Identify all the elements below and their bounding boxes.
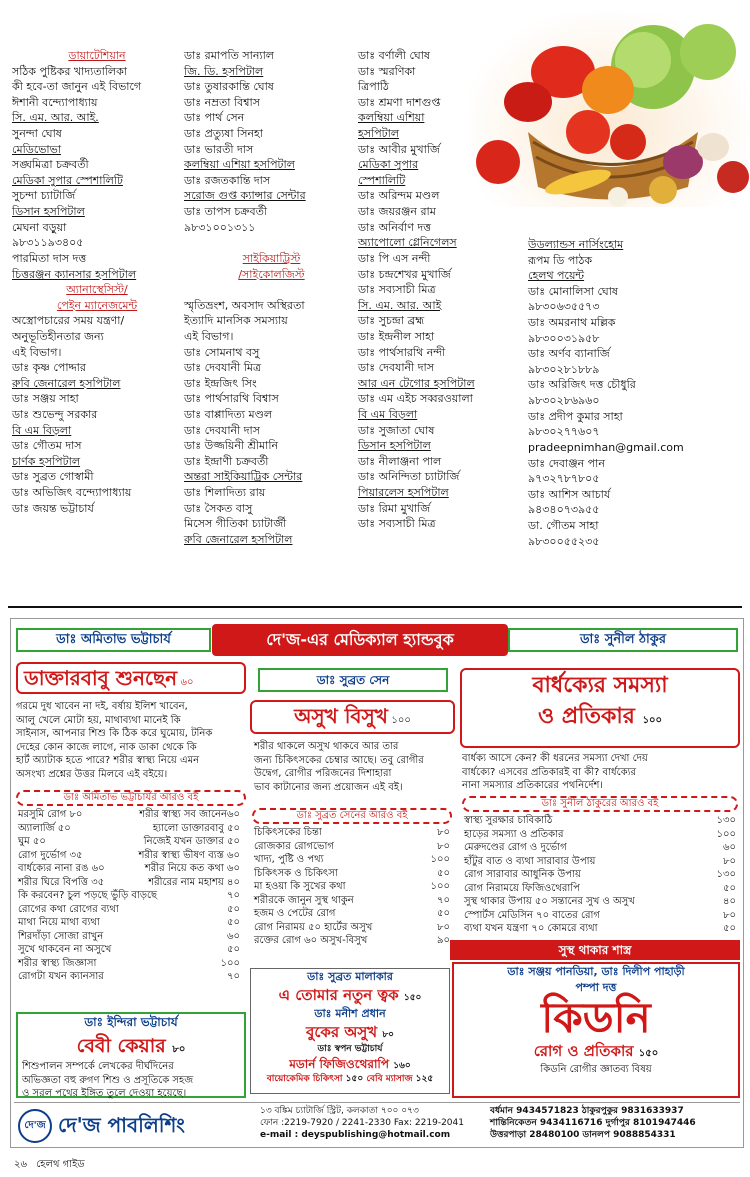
book-list-row — [254, 867, 450, 881]
book-list-row — [254, 907, 450, 921]
bio-book-title: বায়োকেমিক চিকিৎসা — [266, 1073, 343, 1084]
book-price: ১৩০ — [716, 815, 736, 826]
book-list-row — [18, 970, 240, 984]
book-price: শরীর স্বাস্থ্য সব জানেন৬০ — [139, 809, 240, 820]
book-list-row — [464, 855, 736, 869]
directory-entry: ডিসান হসপিটাল — [358, 439, 431, 453]
magazine-title: হেলথ গাইড — [36, 1159, 85, 1170]
directory-entry: ডাঃ ইন্দ্রাণী চক্রবর্তী — [184, 454, 269, 468]
book-title: মাথা নিয়ে মাথা ব্যথা — [18, 917, 100, 928]
directory-entry: ডাঃ শিলাদিত্য রায় — [184, 486, 266, 500]
text-line: ও সরল পথের ইঙ্গিত তুলে দেওয়া হয়েছে। — [22, 1088, 187, 1099]
publisher-address: ১৩ বঙ্কিম চ্যাটার্জি স্ট্রিট, কলকাতা ৭০০ ০৭৩ — [260, 1106, 419, 1116]
book-price: নিজেই যখন ডাক্তার ৫০ — [143, 836, 240, 847]
directory-entry: ডাঃ সুজাতা ঘোষ — [358, 423, 435, 437]
book-list-row — [18, 916, 240, 930]
directory-entry: সি. এম. আর. আই — [358, 298, 442, 312]
directory-entry: ডাঃ চন্দ্রশেখর মুখার্জি — [358, 267, 451, 281]
book-title: ঘুম ৫০ — [18, 836, 46, 847]
directory-entry: ডাঃ পার্থসারথি বিশ্বাস — [184, 392, 279, 406]
directory-entry: সি. এম. আর. আই. — [12, 111, 99, 125]
mid-book-title: অসুখ বিসুখ — [294, 704, 388, 728]
book-title: চিকিৎসকের চিন্তা — [254, 827, 322, 838]
directory-entry: ডাঃ শুভেন্দু সরকার — [12, 408, 98, 422]
baby-book-description — [18, 1060, 244, 1101]
text-line: উদ্বেগ, রোগীর পরিজনের দিশাহারা — [254, 768, 392, 779]
book-list-row — [464, 909, 736, 923]
text-line: শিশুপালন সম্পর্কে লেখকের দীর্ঘদিনের — [22, 1061, 174, 1072]
directory-entry: ডাঃ কৃষ্ণ পোদ্দার — [12, 361, 86, 375]
book-title: রোজকার রোগভোগ — [254, 840, 334, 852]
directory-entry: বি এম বিড়লা — [358, 408, 418, 422]
directory-column-4 — [528, 237, 743, 549]
book-list-row — [254, 826, 450, 840]
book-list-row — [464, 814, 736, 828]
book-list-row — [18, 849, 240, 863]
book-title: রোগের কথা রোগের ব্যথা — [18, 903, 119, 915]
left-book-title: ডাক্তারবাবু শুনছেন — [24, 666, 178, 690]
baby-book-title: বেবী কেয়ার — [76, 1035, 166, 1058]
section-heading: অ্যানাস্থেসিস্ট/ — [66, 283, 128, 297]
directory-entry: ৯৮৩১১৯৩৪০৫ — [12, 236, 84, 250]
directory-entry: পিয়ারলেস হসপিটাল — [358, 486, 449, 500]
publisher-name: দে'জ পাবলিশিং — [58, 1113, 185, 1137]
book-price: হ্যালো ডাক্তারবাবু ৫০ — [152, 822, 240, 834]
book-title: মা হওয়া কি সুখের কথা — [254, 881, 346, 892]
directory-entry: রূপম ডি পাঠক — [528, 253, 593, 267]
bio-book-price: ১৫০ — [345, 1073, 364, 1084]
directory-entry: ডাঃ এম এইচ সব্বরওয়ালা — [358, 392, 473, 406]
book-price: ৮০ — [437, 827, 450, 838]
book-title: স্বাস্থ্য সুরক্ষার চাবিকাঠি — [464, 815, 553, 826]
kidney-box — [452, 962, 740, 1098]
book-title: রোগটা যখন ক্যানসার — [18, 971, 104, 982]
directory-entry: ডাঃ ইন্দ্রজিৎ সিং — [184, 376, 257, 390]
text-line: অসংখ্য প্রশ্নের উত্তর মিলবে এই বইয়ে। — [16, 768, 168, 780]
publisher-phone: ফোন :2219-7920 / 2241-2330 Fax: 2219-2041 — [260, 1118, 464, 1129]
book-list-row — [464, 868, 736, 882]
vegetable-basket-illustration — [468, 12, 750, 207]
directory-entry: ডাঃ রমাপতি সান্যাল — [184, 49, 274, 62]
book-list-row — [18, 876, 240, 890]
text-line: আলু খেলে মোটা হয়, মাথাব্যথা মানেই কি — [16, 714, 181, 726]
book-list-row — [464, 828, 736, 842]
book-price: শরীরের নাম মহাশয় ৪০ — [148, 876, 240, 888]
book-price: ৮০ — [723, 909, 736, 921]
book-title: শরীর ঘিরে বিপত্তি ৩৫ — [18, 876, 105, 888]
directory-entry: মেঘনা বড়ুয়া — [12, 220, 67, 234]
book-price: ৫০ — [227, 903, 240, 915]
book-title: হাঁটুর বাত ও ব্যথা সারাবার উপায় — [464, 855, 596, 867]
kidney-book-subtitle: রোগ ও প্রতিকার — [533, 1042, 634, 1061]
right-more-strip: ডাঃ সুনীল ঠাকুরের আরও বই — [462, 796, 738, 812]
book-list-row — [18, 943, 240, 957]
directory-entry: মেডিকা সুপার স্পেশালিটি — [12, 173, 123, 187]
heart-book-price: ৮০ — [382, 1029, 395, 1040]
directory-entry: অনুভূতিহীনতার জন্য — [12, 329, 104, 343]
directory-entry: ডাঃ পি এস নন্দী — [358, 251, 431, 265]
publisher-strip — [14, 1102, 740, 1148]
mid-book-description — [254, 740, 454, 794]
text-line: বার্ধক্য আসে কেন? কী ধরনের সমস্যা দেখা দেয় — [462, 753, 648, 764]
directory-entry: হসপিটাল — [358, 127, 400, 141]
directory-entry: স্মৃতিভ্রংশ, অবসাদ অস্থিরতা — [184, 298, 305, 312]
text-line: ভাব কাটানোর জন্য প্রয়োজন এই বই। — [254, 781, 403, 793]
text-line: সাইনাস, আপনার শিশু কি ঠিক করে ঘুমোয়, টনিক — [16, 728, 213, 739]
book-list-row — [18, 822, 240, 836]
directory-entry: ডাঃ অনির্বাণ দত্ত — [358, 220, 431, 234]
tvak-author: ডাঃ সুব্রত মালাকার — [307, 970, 393, 983]
book-title: শরীরকে জানুন সুস্থ থাকুন — [254, 894, 354, 906]
book-list-row — [254, 880, 450, 894]
directory-entry: এই বিভাগ। — [12, 345, 62, 359]
directory-entry: ডাঃ প্রত্যুষা সিনহা — [184, 127, 264, 141]
book-title: রোগ নিরাময়ে ফিজিওথেরাপি — [464, 882, 580, 894]
tvak-book-title: এ তোমার নতুন ত্বক — [278, 985, 399, 1004]
directory-entry: ৯৮৩০৬৩৫৫৭৩ — [528, 300, 600, 314]
directory-entry: ডাঃ পার্থ সেন — [184, 111, 245, 125]
book-list-row — [254, 934, 450, 948]
book-price: ৫০ — [723, 923, 736, 934]
directory-entry: ডাঃ আশিস আচার্য — [528, 487, 611, 501]
directory-entry: ডাঃ তাপস চক্রবর্তী — [184, 205, 267, 219]
directory-entry: সঙ্ঘমিত্রা চক্রবর্তী — [12, 158, 89, 172]
book-price: ৪০ — [723, 896, 736, 907]
right-book-description — [462, 752, 740, 793]
book-title: রোগ নিরাময় ৫০ হার্টের অসুখ — [254, 921, 373, 933]
right-more-list — [464, 814, 736, 936]
book-list-row — [254, 840, 450, 854]
directory-entry: ডাঃ স্মরণিকা — [358, 64, 416, 78]
directory-entry: ডাঃ নম্রতা বিশ্বাস — [184, 95, 260, 109]
book-title: শিরদাঁড়া সোজা রাখুন — [18, 930, 104, 942]
directory-entry: ডাঃ বর্ণালী ঘোষ — [358, 49, 430, 62]
directory-entry: ত্রিপাঠি — [358, 80, 389, 94]
book-title: ব্যথা যখন যন্ত্রণা ৭০ কোমরে ব্যথা — [464, 923, 598, 934]
book-title: চিকিৎসক ও চিকিৎসা — [254, 867, 338, 879]
book-list-row — [18, 889, 240, 903]
directory-entry: কী হবে-তা জানুন এই বিভাগে — [12, 80, 142, 94]
directory-entry: ডাঃ মোনালিসা ঘোষ — [528, 284, 618, 298]
directory-entry: ডা. গৌতম সাহা — [528, 518, 599, 532]
directory-entry: ৯৮৩০২৭৭৬০৭ — [528, 425, 600, 439]
directory-entry: ডাঃ সৈকত বাসু — [184, 501, 253, 515]
book-list-row — [18, 835, 240, 849]
baby-author: ডাঃ ইন্দিরা ভট্টাচার্য — [84, 1015, 178, 1029]
mid-more-strip: ডাঃ সুব্রত সেনের আরও বই — [252, 808, 452, 824]
directory-entry: সুচন্দা চ্যাটার্জি — [12, 189, 76, 203]
left-more-strip: ডাঃ অমিতাভ ভট্টাচার্যর আরও বই — [16, 790, 246, 806]
vegetable-basket-image — [468, 12, 750, 207]
directory-entry: মিসেস গীতিকা চ্যাটার্জী — [184, 517, 287, 531]
directory-column-1 — [12, 48, 182, 516]
text-line: বার্ধক্যে? এসবের প্রতিকারই বা কী? বার্ধক্যের — [462, 766, 637, 778]
book-list-row — [18, 957, 240, 971]
book-title: মরসুমি রোগ ৮০ — [18, 809, 83, 820]
directory-entry: ডাঃ অরিন্দম মণ্ডল — [358, 189, 440, 203]
left-book-description — [16, 700, 246, 781]
book-price: ৮০ — [437, 840, 450, 852]
directory-entry: ৯৮৩১০০১৩১১ — [184, 220, 256, 234]
directory-entry: সুনন্দা ঘোষ — [12, 127, 62, 141]
page-footer — [14, 1158, 85, 1172]
kidney-authors-1: ডাঃ সঞ্জয় পানডিয়া, ডাঃ দিলীপ পাহাড়ী — [507, 965, 685, 978]
book-price: ৮০ — [437, 921, 450, 933]
directory-entry: চিত্তরঞ্জন ক্যানসার হসপিটাল — [12, 267, 137, 281]
text-line: দেহের কোন কাজে লাগে, নাক ডাকা থেকে কি — [16, 741, 197, 753]
book-price: ১৩০ — [716, 869, 736, 880]
directory-entry: ডাঃ শ্রমণা দাশগুপ্ত — [358, 95, 441, 109]
book-list-row — [18, 903, 240, 917]
right-book-price: ১০০ — [642, 715, 663, 727]
book-list-row — [464, 922, 736, 936]
book-title: সুখে থাকবেন না অসুখে — [18, 944, 112, 955]
kidney-book-price: ১৫০ — [638, 1048, 659, 1060]
directory-entry: ডাঃ দেবাঞ্জন পান — [528, 456, 605, 470]
book-list-row — [254, 921, 450, 935]
directory-entry: ডাঃ দেবযানী দাস — [358, 361, 434, 375]
massage-book-price: ১২৫ — [415, 1073, 434, 1084]
publisher-logo: দে'জ — [18, 1109, 52, 1143]
book-price: ১০০ — [716, 828, 736, 840]
baby-care-box — [16, 1012, 246, 1098]
directory-entry: ডাঃ গৌতম দাস — [12, 439, 82, 453]
directory-entry: ডাঃ জয়ন্ত ভট্টাচার্য — [12, 501, 94, 515]
directory-entry: ৯৭৩২৭৮৭৮০৫ — [528, 472, 600, 486]
directory-entry: রুবি জেনারেল হসপিটাল — [184, 532, 293, 546]
kidney-authors-2: পম্পা দত্ত — [575, 980, 617, 994]
book-title: স্পোর্টস মেডিসিন ৭০ বাতের রোগ — [464, 909, 600, 921]
directory-entry: রুবি জেনারেল হসপিটাল — [12, 376, 121, 390]
directory-entry: ডাঃ বাপ্পাদিত্য মণ্ডল — [184, 408, 273, 422]
directory-entry: ডাঃ জয়রঞ্জন রাম — [358, 205, 436, 219]
directory-entry: মেডিভোভা — [12, 142, 62, 156]
directory-entry: ডাঃ প্রদীপ কুমার সাহা — [528, 409, 623, 423]
book-title: অ্যালার্জি ৫০ — [18, 822, 71, 834]
directory-entry: ডাঃ অরিজিৎ দত্ত চৌধুরি — [528, 378, 636, 392]
book-price: ৫০ — [437, 908, 450, 919]
directory-entry: ডাঃ অভিজিৎ বন্দ্যোপাধ্যায় — [12, 486, 132, 500]
mid-lower-box — [250, 968, 450, 1094]
directory-entry: ডাঃ দেবযানী দাস — [184, 423, 260, 437]
physio-book-price: ১৬০ — [393, 1060, 411, 1071]
directory-entry: ৯৪৩৪০৭৩৯৫৫ — [528, 503, 600, 517]
directory-entry: বি এম বিড়লা — [12, 423, 72, 437]
directory-entry: ডাঃ আবীর মুখার্জি — [358, 142, 440, 156]
text-line: অভিজ্ঞতা বহু রুগণ শিশু ও প্রসূতিকে সহজ — [22, 1074, 194, 1086]
directory-entry: ডাঃ দেবযানী মিত্র — [184, 361, 262, 375]
book-list-row — [464, 882, 736, 896]
directory-entry: ডাঃ পার্থসারথি নন্দী — [358, 345, 446, 359]
book-list-row — [254, 853, 450, 867]
book-list-row — [18, 862, 240, 876]
directory-column-2 — [184, 48, 359, 548]
directory-entry: ইত্যাদি মানসিক সমস্যায় — [184, 314, 288, 328]
directory-entry: ডাঃ সোমনাথ বসু — [184, 345, 260, 359]
mid-book-price: ১০০ — [391, 715, 411, 726]
directory-entry — [184, 282, 359, 298]
directory-entry: মেডিকা সুপার — [358, 158, 419, 172]
book-list-row — [18, 930, 240, 944]
mid-more-list — [254, 826, 450, 948]
directory-entry: ঈশানী বন্দ্যোপাধ্যায় — [12, 95, 98, 109]
right-author: ডাঃ সুনীল ঠাকুর — [508, 628, 738, 652]
kidney-note: কিডনি রোগীর জ্ঞাতব্য বিষয় — [540, 1063, 652, 1075]
book-title: মেরুদণ্ডের রোগ ও দুর্ভোগ — [464, 842, 567, 853]
text-line: নানা সমস্যার প্রতিকারের পথনির্দেশ। — [462, 780, 603, 791]
directory-entry: ৯৮৩০২৮১৮৮৯ — [528, 362, 600, 376]
section-divider — [8, 606, 742, 608]
text-line: বর্ধমান 9434571823 ঠাকুরপুকুর 9831633937 — [490, 1106, 684, 1116]
directory-entry: ডাঃ উজ্জয়িনী শ্রীমানি — [184, 439, 279, 453]
book-title: রোগ সারাবার আধুনিক উপায় — [464, 869, 581, 880]
right-book-title-2: ও প্রতিকার — [537, 704, 635, 730]
directory-entry: ডাঃ রিমা মুখার্জি — [358, 501, 431, 515]
book-title: সুস্থ থাকার উপায় ৫০ সন্তানের সুখ ও অসুখ — [464, 896, 635, 907]
directory-entry: pradeepnimhan@gmail.com — [528, 440, 684, 454]
directory-entry: ডাঃ ইন্দ্রনীল সাহা — [358, 329, 435, 343]
heart-book-title: বুকের অসুখ — [305, 1022, 378, 1041]
mid-book-frame — [250, 700, 455, 734]
directory-entry: অ্যাপোলো গ্লেনিগেলস — [358, 236, 457, 250]
handbook-title: দে'জ-এর মেডিক্যাল হ্যান্ডবুক — [212, 624, 508, 656]
left-author: ডাঃ অমিতাভ ভট্টাচার্য — [16, 628, 211, 652]
right-book-frame — [460, 668, 740, 748]
directory-entry: ডাঃ সব্যসাচী মিত্র — [358, 283, 436, 297]
text-line: হার্ট অ্যাটাক হতে পারে? শরীর স্বাস্থ্য নিয়ে এমন — [16, 755, 200, 766]
directory-entry: এই বিভাগ। — [184, 329, 234, 343]
section-heading: সাইকিয়াট্রিস্ট — [242, 251, 301, 265]
book-price: ৫০ — [437, 867, 450, 879]
directory-entry: আর এন টেগোর হসপিটাল — [358, 376, 475, 390]
directory-entry: ডাঃ তুষারকান্তি ঘোষ — [184, 80, 274, 94]
text-line: শরীর থাকলে অসুখ থাকবে আর তার — [254, 741, 399, 752]
section-heading: ডায়াটেশিয়ান — [68, 49, 126, 62]
text-line: গরমে দুধ খাবেন না দই, বর্ষায় ইলিশ খাবেন, — [16, 701, 188, 712]
left-more-list — [18, 808, 240, 984]
directory-entry: ডাঃ অর্ণব ব্যানার্জি — [528, 347, 610, 361]
book-price: ৫০ — [227, 917, 240, 928]
book-price: ৫০ — [723, 882, 736, 894]
book-price: ৭০ — [436, 894, 450, 906]
book-price: ৫০ — [227, 944, 240, 955]
book-price: ১০০ — [430, 854, 450, 865]
directory-entry: অন্তরা সাইকিয়াট্রিক সেন্টার — [184, 470, 303, 484]
directory-entry: অস্ত্রোপচারের সময় যন্ত্রণা/ — [12, 314, 125, 328]
heart-author: ডাঃ মনীশ প্রধান — [314, 1006, 386, 1020]
publisher-branches — [490, 1105, 696, 1141]
directory-entry: পারমিতা দাস দত্ত — [12, 251, 87, 265]
book-price: শরীর নিয়ে কত কথা ৬০ — [144, 863, 240, 874]
book-title: বার্ধক্যের নানা রঙ ৬০ — [18, 863, 105, 874]
book-title: কি করবেন? চুল পড়ছে ভুঁড়ি বাড়ছে — [18, 890, 158, 901]
publisher-email: e-mail : deyspublishing@hotmail.com — [260, 1130, 451, 1141]
book-price: ১০০ — [430, 881, 450, 892]
baby-book-price: ৮০ — [172, 1044, 186, 1056]
directory-entry: ডাঃ সুচন্দ্রা ব্রহ্ম — [358, 314, 425, 328]
directory-entry: ডাঃ সঞ্জয় সাহা — [12, 392, 79, 406]
kidney-book-title: কিডনি — [541, 993, 651, 1043]
directory-entry: জি. ডি. হসপিটাল — [184, 64, 264, 78]
book-price: ৭০ — [226, 971, 240, 982]
text-line: শান্তিনিকেতন 9434116716 দুর্গাপুর 8101947446 — [490, 1118, 696, 1129]
book-title: শরীর স্বাস্থ্য জিজ্ঞাসা — [18, 957, 97, 969]
book-list-row — [464, 841, 736, 855]
text-line: উত্তরপাড়া 28480100 ডানলপ 9088854331 — [490, 1130, 676, 1141]
directory-entry: কলম্বিয়া এশিয়া হসপিটাল — [184, 158, 295, 172]
directory-entry: ডাঃ অমরনাথ মল্লিক — [528, 316, 616, 330]
book-price: ৯০ — [437, 935, 450, 946]
directory-entry: চার্ণক হসপিটাল — [12, 454, 81, 468]
book-title: খাদ্য, পুষ্টি ও পথ্য — [254, 854, 324, 865]
directory-entry: ডাঃ নীলাঞ্জনা পাল — [358, 454, 442, 468]
book-title: হজম ও পেটের রোগ — [254, 908, 336, 919]
directory-entry: কলম্বিয়া এশিয়া — [358, 111, 425, 125]
directory-entry: সরোজ গুপ্ত ক্যান্সার সেন্টার — [184, 189, 306, 203]
book-price: ৭০ — [226, 890, 240, 901]
book-price: শরীর স্বাস্থ্য ভীষণ ব্যস্ত ৬০ — [138, 849, 240, 861]
left-book-price: ৬০ — [180, 677, 194, 688]
tvak-book-price: ১৫০ — [403, 992, 422, 1003]
directory-entry: ডাঃ সব্যসাচী মিত্র — [358, 517, 436, 531]
book-price: ৬০ — [722, 842, 736, 853]
book-price: ৮০ — [723, 855, 736, 867]
directory-entry — [184, 235, 359, 251]
directory-entry: হেলথ পয়েন্ট — [528, 269, 585, 283]
directory-entry: ডাঃ অনিন্দিতা চ্যাটার্জি — [358, 470, 460, 484]
health-ribbon: সুস্থ থাকার শাস্ত্র — [450, 940, 740, 960]
section-heading: পেইন ম্যানেজমেন্ট — [56, 298, 138, 312]
book-list-row — [254, 894, 450, 908]
directory-entry: ৯৮৩০০৫৫২৩৫ — [528, 534, 600, 548]
book-price: ১০০ — [220, 957, 240, 969]
left-book-frame — [16, 662, 246, 694]
book-title: রোগ দুর্ভোগ ৩৫ — [18, 849, 83, 861]
book-title: রক্তের রোগ ৬০ অসুখ-বিসুখ — [254, 935, 368, 946]
directory-entry: ডিসান হসপিটাল — [12, 205, 85, 219]
directory-entry: ডাঃ ভারতী দাস — [184, 142, 254, 156]
book-list-row — [464, 895, 736, 909]
directory-entry: ডাঃ রজতকান্তি দাস — [184, 173, 271, 187]
section-heading: /সাইকোলজিস্ট — [238, 267, 305, 281]
directory-entry: ডাঃ সুব্রত গোস্বামী — [12, 470, 94, 484]
directory-entry: সঠিক পুষ্টিকর খাদ্যতালিকা — [12, 64, 127, 78]
directory-entry: ৯৮৩০০৩১৯৫৮ — [528, 331, 600, 345]
directory-entry: ৯৮৩০২৮৬৯৬০ — [528, 394, 600, 408]
massage-book-title: বেবি ম্যাসাজ — [366, 1073, 413, 1084]
page-number: ২৬ — [14, 1159, 28, 1170]
directory-entry: উডল্যান্ডস নার্সিংহোম — [528, 238, 624, 251]
physio-author: ডাঃ স্বপন ভট্টাচার্য — [317, 1043, 383, 1054]
book-price: ৬০ — [226, 930, 240, 942]
right-book-title-1: বার্ধক্যের সমস্যা — [532, 673, 668, 698]
book-list-row — [18, 808, 240, 822]
text-line: জন্য চিকিৎসকের চেম্বার আছে। তবু রোগীর — [254, 754, 424, 766]
book-title: হাড়ের সমস্যা ও প্রতিকার — [464, 828, 564, 840]
directory-entry: স্পেশালিটি — [358, 173, 406, 187]
mid-author: ডাঃ সুব্রত সেন — [258, 668, 448, 692]
physio-book-title: মডার্ন ফিজিওথেরাপি — [289, 1056, 390, 1071]
